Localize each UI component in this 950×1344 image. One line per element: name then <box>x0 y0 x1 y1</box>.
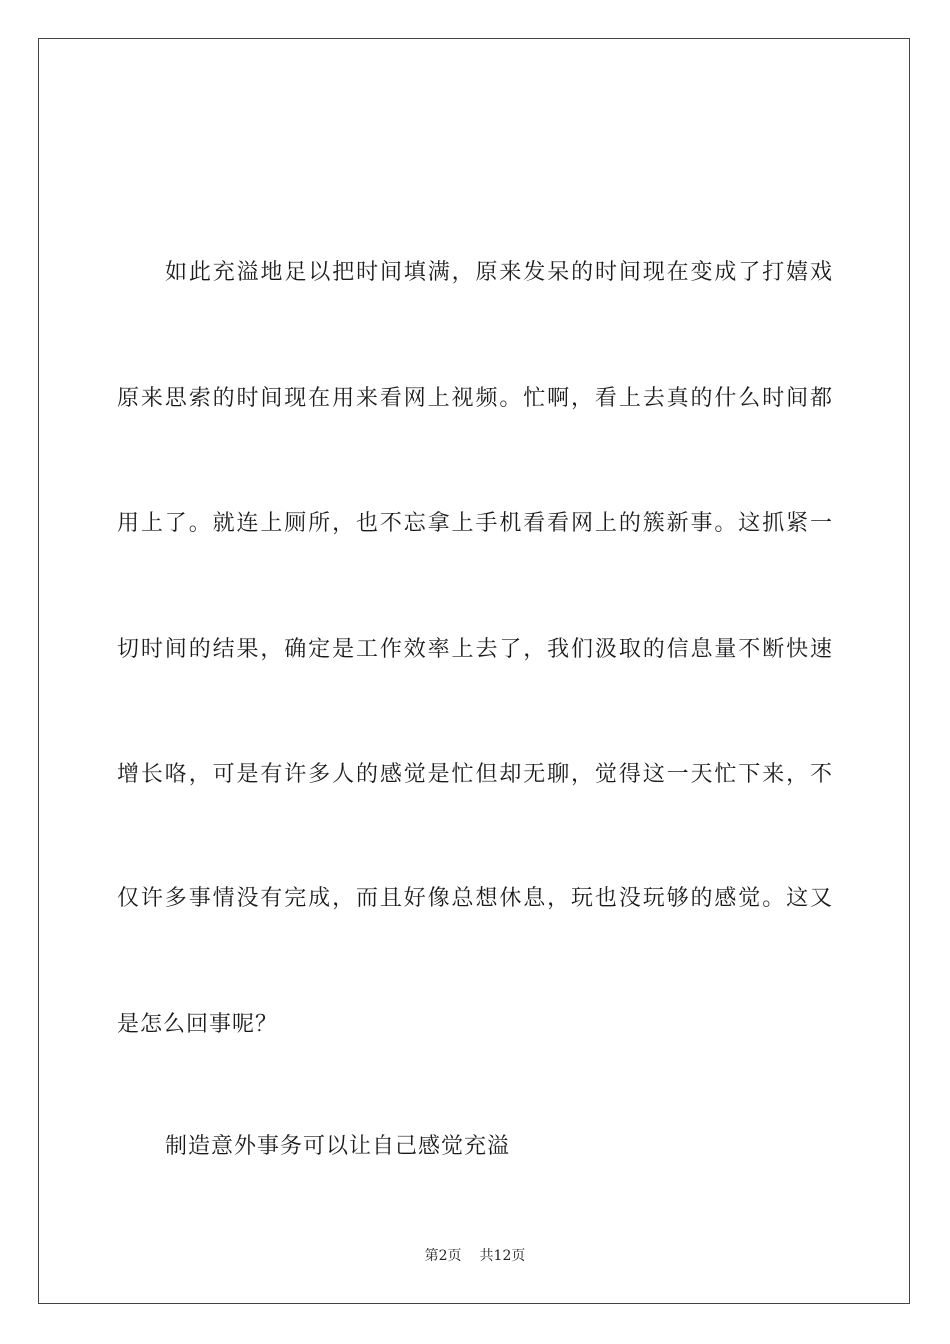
paragraph-1-line-4: 切时间的结果，确定是工作效率上去了，我们汲取的信息量不断快速 <box>117 637 833 662</box>
page-border <box>38 38 910 1304</box>
paragraph-2-line-1: 制造意外事务可以让自己感觉充溢 <box>165 1134 511 1159</box>
paragraph-1-line-7: 是怎么回事呢？ <box>117 1012 279 1037</box>
paragraph-1-line-6: 仅许多事情没有完成，而且好像总想休息，玩也没玩够的感觉。这又 <box>117 886 833 911</box>
page-total: 共12页 <box>479 1248 526 1264</box>
page-footer <box>0 1247 950 1265</box>
page-number: 第2页 <box>424 1248 462 1264</box>
paragraph-1-line-1: 如此充溢地足以把时间填满，原来发呆的时间现在变成了打嬉戏 <box>165 260 833 285</box>
paragraph-1-line-2: 原来思索的时间现在用来看网上视频。忙啊，看上去真的什么时间都 <box>117 386 833 411</box>
paragraph-1-line-5: 增长咯，可是有许多人的感觉是忙但却无聊，觉得这一天忙下来，不 <box>117 762 833 787</box>
paragraph-1-line-3: 用上了。就连上厕所，也不忘拿上手机看看网上的簇新事。这抓紧一 <box>117 511 833 536</box>
